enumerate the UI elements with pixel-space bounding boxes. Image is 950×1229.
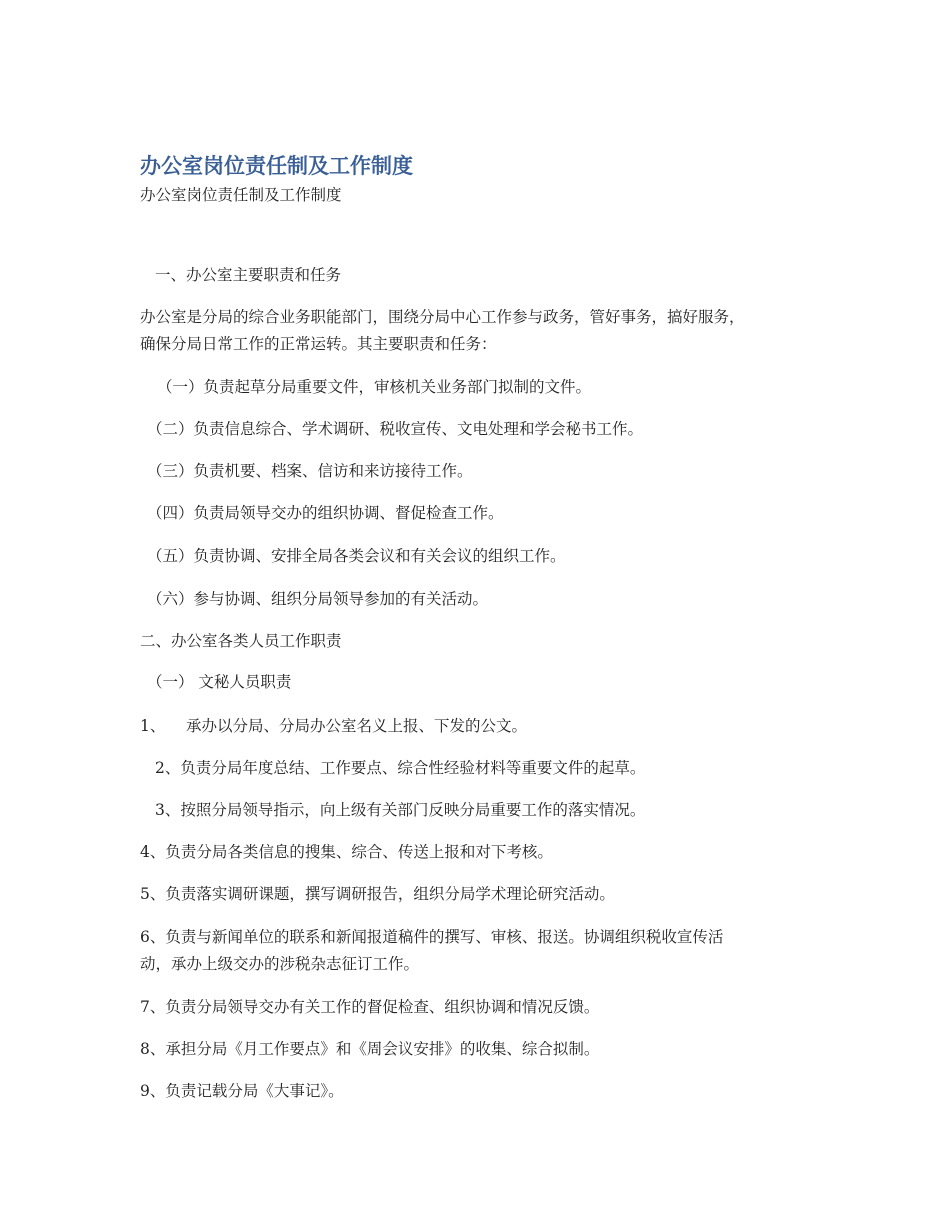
staff-duty-item-5: 5、负责落实调研课题，撰写调研报告，组织分局学术理论研究活动。 xyxy=(140,885,615,903)
duty-item-1: （一）负责起草分局重要文件，审核机关业务部门拟制的文件。 xyxy=(157,378,592,396)
subsection-1-heading: （一） 文秘人员职责 xyxy=(147,673,292,691)
item-number: 1、 xyxy=(140,717,166,735)
staff-duty-item-8: 8、承担分局《月工作要点》和《周会议安排》的收集、综合拟制。 xyxy=(140,1040,600,1058)
section-2-heading: 二、办公室各类人员工作职责 xyxy=(140,632,342,650)
staff-duty-item-1 xyxy=(140,714,527,738)
duty-item-2: （二）负责信息综合、学术调研、税收宣传、文电处理和学会秘书工作。 xyxy=(147,420,644,438)
intro-paragraph-line-2: 确保分局日常工作的正常运转。其主要职责和任务： xyxy=(140,335,497,353)
intro-paragraph-line-1: 办公室是分局的综合业务职能部门，围绕分局中心工作参与政务，管好事务，搞好服务， xyxy=(140,308,745,326)
staff-duty-item-7: 7、负责分局领导交办有关工作的督促检查、组织协调和情况反馈。 xyxy=(140,998,600,1016)
document-title: 办公室岗位责任制及工作制度 xyxy=(140,154,413,178)
staff-duty-item-6-line-1: 6、负责与新闻单位的联系和新闻报道稿件的撰写、审核、报送。协调组织税收宣传活 xyxy=(140,928,724,946)
staff-duty-item-6-line-2: 动，承办上级交办的涉税杂志征订工作。 xyxy=(140,955,420,973)
duty-item-6: （六）参与协调、组织分局领导参加的有关活动。 xyxy=(147,590,489,608)
staff-duty-item-3: 3、按照分局领导指示，向上级有关部门反映分局重要工作的落实情况。 xyxy=(155,801,646,819)
staff-duty-item-2: 2、负责分局年度总结、工作要点、综合性经验材料等重要文件的起草。 xyxy=(155,759,646,777)
duty-item-4: （四）负责局领导交办的组织协调、督促检查工作。 xyxy=(147,504,504,522)
item-text: 承办以分局、分局办公室名义上报、下发的公文。 xyxy=(186,717,528,735)
section-1-heading: 一、办公室主要职责和任务 xyxy=(155,266,342,284)
duty-item-5: （五）负责协调、安排全局各类会议和有关会议的组织工作。 xyxy=(147,547,566,565)
document-subtitle: 办公室岗位责任制及工作制度 xyxy=(140,186,342,204)
duty-item-3: （三）负责机要、档案、信访和来访接待工作。 xyxy=(147,462,473,480)
staff-duty-item-9: 9、负责记载分局《大事记》。 xyxy=(140,1082,344,1100)
staff-duty-item-4: 4、负责分局各类信息的搜集、综合、传送上报和对下考核。 xyxy=(140,843,553,861)
